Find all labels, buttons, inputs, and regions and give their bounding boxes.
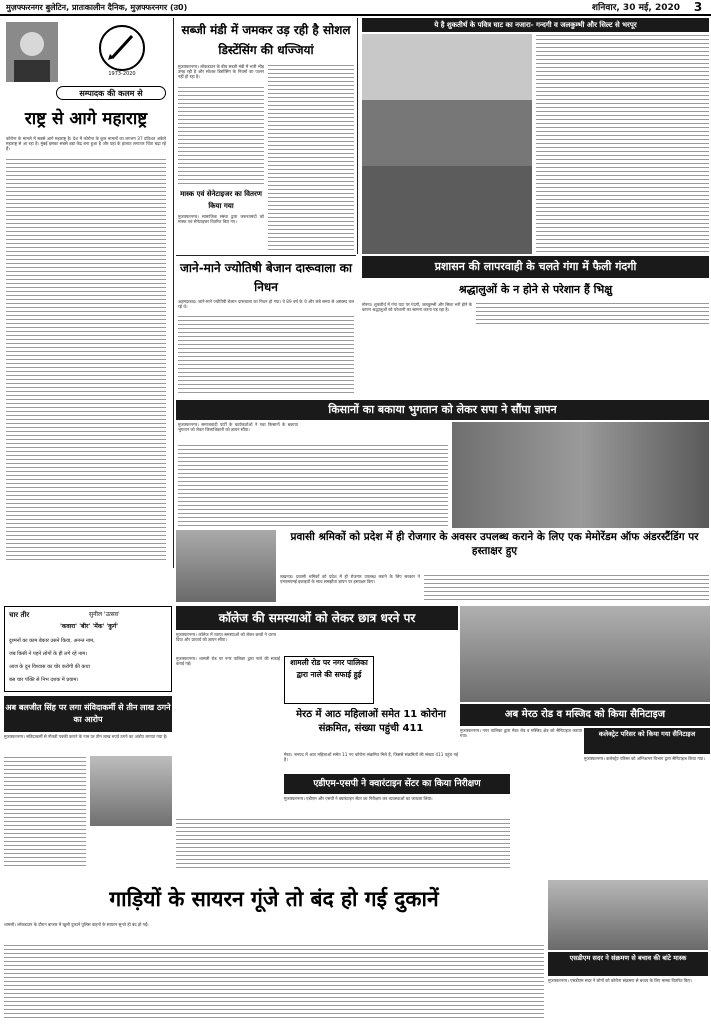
logo-year: 1973-2020 (108, 71, 136, 77)
poem-subtitle: 'कवारा' 'बीर' 'मेंक' 'कुर्ग' (59, 623, 119, 630)
adm-headline: एडीएम-एसपी ने क्वारंटाइन सेंटर का किया निरीक्षण (284, 774, 510, 794)
pravasi-lead: लखनऊ। प्रवासी श्रमिकों को प्रदेश में ही रोजगार उपलब्ध कराने के लिए सरकार ने एमएसएमई इकाइयों के साथ समझौता ज्ञापन पर हस्ताक्षर किए। (280, 574, 420, 584)
mask-headline: मास्क एवं सेनेटाइजर का वितरण किया गया (180, 190, 262, 210)
sdm-photo (548, 880, 708, 950)
sabzi-text-left (178, 86, 264, 186)
editorial-text-block (6, 158, 166, 560)
sabzi-headline: सब्जी मंडी में जमकर उड़ रही है सोशल डिस्टेंसिंग की धज्जियां (181, 23, 351, 57)
kisan-photo (452, 422, 709, 528)
sdm-headline: एसडीएम सदर ने संक्रमण से बचाव की बांटे मास्क (548, 952, 708, 976)
ganga-photo-section (360, 18, 711, 254)
sanitize-headline: अब मेरठ रोड व मस्जिद को किया सैनिटाइज (460, 704, 710, 726)
ganga-headline: प्रशासन की लापरवाही के चलते गंगा में फैली गंदगी (362, 256, 709, 278)
column-title: सम्पादक की कलम से (56, 86, 166, 100)
editor-photo (6, 22, 58, 82)
sabzi-section (176, 18, 356, 254)
ganga-photo-side-text (536, 34, 709, 254)
kisan-section (176, 422, 711, 528)
college-headline: कॉलेज की समस्याओं को लेकर छात्र धरने पर (176, 606, 458, 630)
sanitize-photo (460, 606, 710, 702)
collectorate-headline: कलेक्ट्रेट परिसर को किया गया सैनिटाइज (584, 728, 710, 754)
nala-lead: मुजफ्फरनगर। शामली रोड पर नगर पालिका द्वारा नाले की सफाई कराई गई। (176, 656, 280, 666)
pravasi-photo (176, 530, 276, 602)
poem-section (4, 606, 172, 692)
editorial-section (0, 18, 172, 566)
kisan-text (178, 444, 448, 528)
meerut-lead: मेरठ। जनपद में आठ महिलाओं समेत 11 नए कोरोना संक्रमित मिले हैं, जिससे संक्रमितों की संख्या 411 पहुंच गई है। (284, 752, 458, 762)
editorial-headline: राष्ट्र से आगे महाराष्ट्र (24, 109, 148, 129)
page-number: 3 (693, 0, 703, 14)
sabzi-lead: मुजफ्फरनगर। लॉकडाउन के बीच सब्जी मंडी में भारी भीड़ उमड़ रही है और सोशल डिस्टेंसिंग के नियमों का पालन नहीं हो रहा है। (178, 64, 264, 79)
ganga-text (476, 302, 709, 327)
collectorate-lead: मुजफ्फरनगर। कलेक्ट्रेट परिसर को अग्निशमन विभाग द्वारा सैनिटाइज किया गया। (584, 756, 705, 761)
sdm-lead: मुजफ्फरनगर। एसडीएम सदर ने लोगों को कोरोना संक्रमण से बचाव के लिए मास्क वितरित किए। (548, 978, 692, 983)
nala-headline: शामली रोड पर नगर पालिका द्वारा नाले की सफाई हुई (284, 656, 374, 704)
adm-lead: मुजफ्फरनगर। एडीएम और एसपी ने क्वारंटाइन सेंटर का निरीक्षण कर व्यवस्थाओं का जायजा लिया। (284, 796, 433, 801)
kisan-headline: किसानों का बकाया भुगतान को लेकर सपा ने सौंपा ज्ञापन (176, 400, 709, 420)
editor-portrait-icon (6, 22, 58, 82)
ganga-photo-caption: ये है शुकतीर्थ के पवित्र घाट का नजारा- गन्दगी व जलकुम्भी और सिल्ट से भरपूर (362, 18, 709, 32)
adm-text (176, 818, 510, 868)
jyotishi-text (178, 315, 354, 395)
ganga-lead: मोरना। शुकतीर्थ में गंगा घाट पर गंदगी, जलकुम्भी और सिल्ट भरी होने के कारण श्रद्धालुओं को परेशानी का सामना करना पड़ रहा है। (362, 302, 472, 312)
baljeet-headline: अब बलजीत सिंह पर लगा संविदाकर्मी से तीन लाख ठगने का आरोप (4, 696, 172, 732)
baljeet-text (4, 756, 86, 868)
kisan-lead: मुजफ्फरनगर। समाजवादी पार्टी के कार्यकर्ताओं ने गन्ना किसानों के बकाया भुगतान को लेकर जिलाधिकारी को ज्ञापन सौंपा। (178, 422, 298, 432)
pen-logo-icon (92, 24, 152, 72)
pen-logo (92, 24, 152, 80)
baljeet-lead: मुजफ्फरनगर। संविदाकर्मी से नौकरी पक्की कराने के नाम पर तीन लाख रुपये ठगने का आरोप लगाया गया है। (4, 734, 168, 739)
jyotishi-headline: जाने-माने ज्योतिषी बेजान दारूवाला का निधन (180, 261, 352, 294)
poem-author: सुनील 'उत्सव' (89, 611, 120, 618)
poem-line: जब किसी ने पहने लोगों के ही लगे रहे नाम। (9, 651, 88, 657)
sabzi-text-right (268, 64, 354, 250)
jyotishi-section (176, 257, 356, 397)
poem-line: आज के दुन विश्वास का चोर करोगी की कथा (9, 664, 90, 670)
college-lead: मुजफ्फरनगर। कॉलेज में व्याप्त समस्याओं को लेकर छात्रों ने धरना दिया और प्राचार्य को ज्ञापन सौंपा। (176, 632, 276, 642)
poem-line: दुश्मनों का काम बेकार उसने किया, अनन्त नाम, (9, 638, 95, 644)
pravasi-text (424, 574, 709, 602)
gadi-text (4, 944, 544, 1020)
ganga-photo (362, 34, 532, 254)
gadi-headline: गाड़ियों के सायरन गूंजे तो बंद हो गई दुकानें (109, 887, 439, 911)
baljeet-photo (90, 756, 172, 826)
ganga-subhead: श्रद्धालुओं के न होने से परेशान हैं भिक्षु (458, 283, 613, 296)
meerut-headline: मेरठ में आठ महिलाओं समेत 11 कोरोना संक्रमित, संख्या पहुंची 411 (296, 709, 446, 734)
mask-lead: मुजफ्फरनगर। सामाजिक संस्था द्वारा जरूरतमंदों को मास्क एवं सेनेटाइजर वितरित किए गए। (178, 214, 264, 224)
gadi-lead: शामली। लॉकडाउन के दौरान बाजार में खुली दुकानें पुलिस वाहनों के सायरन सुनते ही बंद हो गईं। (4, 922, 149, 927)
masthead (0, 0, 711, 16)
editorial-lead: कोरोना के मामले में सबसे आगे महाराष्ट्र है। देश में कोरोना के कुल मामलों का लगभग 37 प्रतिशत अकेले महाराष्ट्र से आ रहा है। मुंबई इसका सबसे बड़ा केंद्र बना हुआ है और यहां के हालात लगातार चिंता बढ़ा रहे हैं। (6, 136, 166, 151)
masthead-date: शनिवार, 30 मई, 2020 (591, 3, 680, 13)
sanitize-lead: मुजफ्फरनगर। नगर पालिका द्वारा मेरठ रोड व मस्जिद क्षेत्र को सैनिटाइज कराया गया। (460, 728, 582, 738)
poem-line: बस चार पंक्ति से निभ दशक में प्रयाम। (9, 677, 79, 683)
masthead-left: मुज़फ्फरनगर बुलेटिन, प्रातःकालीन दैनिक, मुज़फ्फरनगर (उ0) (6, 3, 188, 12)
poem-title: चार तीर (9, 611, 30, 619)
pravasi-headline: प्रवासी श्रमिकों को प्रदेश में ही रोजगार के अवसर उपलब्ध कराने के लिए एक मेमोरेंडम ऑफ अंडरस्टैंडिंग पर हस्ताक्षर हुए (290, 531, 699, 557)
jyotishi-lead: अहमदाबाद। जाने-माने ज्योतिषी बेजान दारूवाला का निधन हो गया। वे 89 वर्ष के थे और लंबे समय से अस्वस्थ चल रहे थे। (178, 299, 354, 309)
